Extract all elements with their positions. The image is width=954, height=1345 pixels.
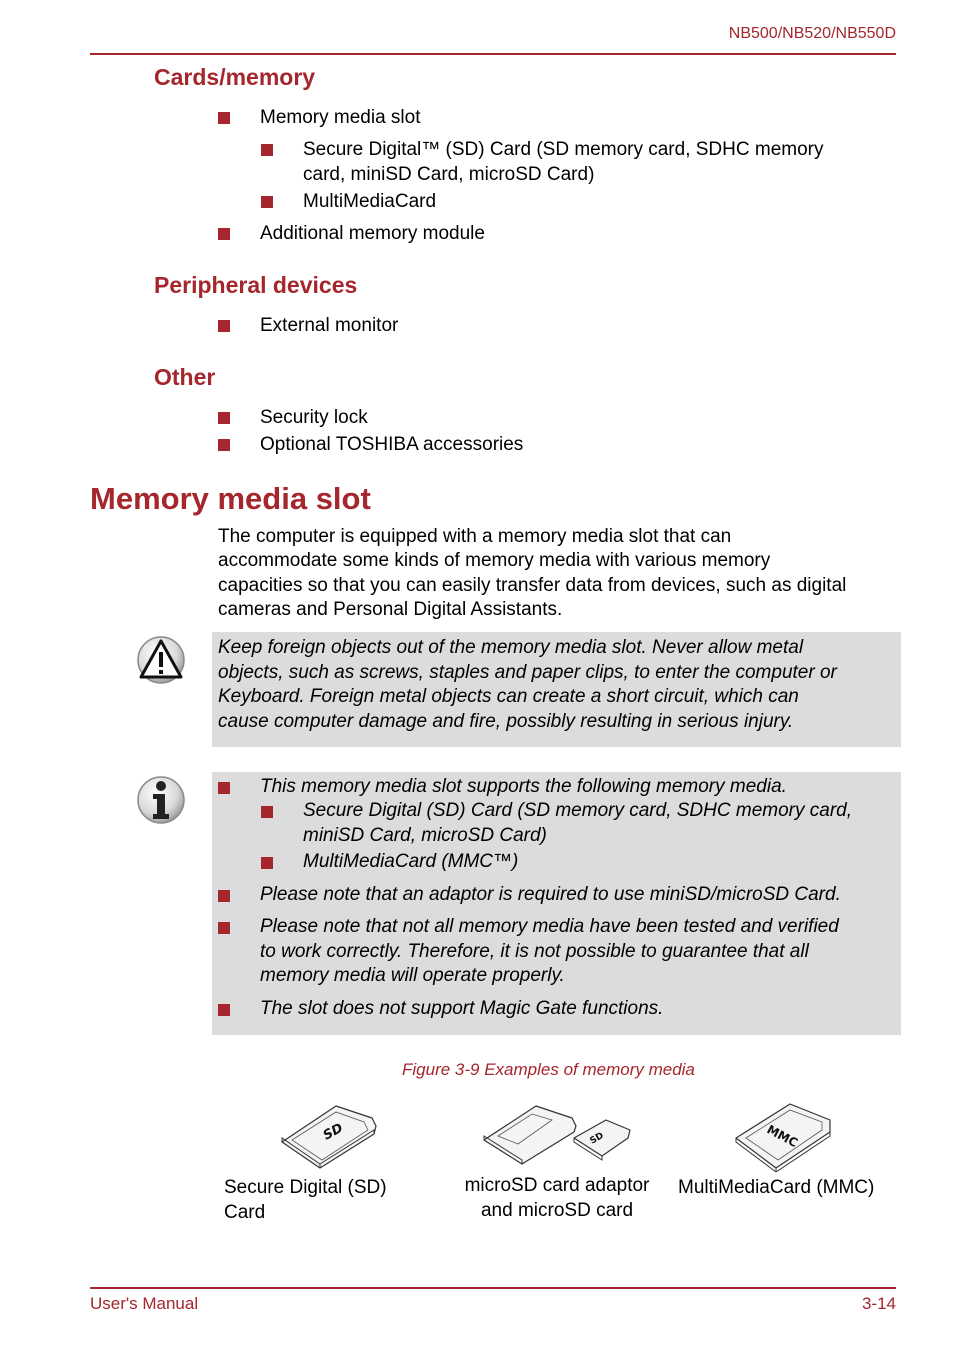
note-subitem-cont: miniSD Card, microSD Card) — [303, 825, 547, 846]
mmc-card-label: MultiMediaCard (MMC) — [678, 1177, 875, 1198]
footer-manual-title: User's Manual — [90, 1294, 199, 1313]
bullet-icon — [218, 439, 230, 451]
note-item: This memory media slot supports the following memory media. — [260, 776, 787, 797]
sd-logo: SD — [320, 1120, 346, 1144]
bullet-icon — [218, 228, 230, 240]
bullet-icon — [218, 320, 230, 332]
note-item: The slot does not support Magic Gate functions. — [260, 998, 664, 1019]
microsd-label-line: microSD card adaptor — [464, 1175, 650, 1196]
list-item: Security lock — [260, 407, 368, 428]
footer-page-number: 3-14 — [861, 1294, 896, 1313]
note-item-cont: to work correctly. Therefore, it is not possible to guarantee that all — [260, 941, 809, 962]
list-item: Additional memory module — [260, 223, 485, 244]
list-item: Secure Digital™ (SD) Card (SD memory card, SDHC memory — [303, 139, 824, 160]
header-rule — [90, 53, 896, 55]
note-subitem: MultiMediaCard (MMC™) — [303, 851, 519, 872]
footer-rule — [90, 1287, 896, 1289]
list-item: External monitor — [260, 315, 399, 336]
note-item: Please note that not all memory media have been tested and verified — [260, 916, 839, 937]
sd-card-label — [224, 1175, 387, 1225]
sd-label-line: Secure Digital (SD) — [224, 1177, 387, 1198]
sd-card-icon — [278, 1104, 382, 1175]
memory-media-slot-heading: Memory media slot — [90, 481, 371, 516]
bullet-icon — [261, 857, 273, 869]
info-icon — [136, 774, 186, 831]
microsd-logo: SD — [588, 1130, 606, 1147]
paragraph-line: accommodate some kinds of memory media with various memory — [218, 550, 771, 572]
note-item: Please note that an adaptor is required to use miniSD/microSD Card. — [260, 884, 841, 905]
sd-label-line: Card — [224, 1202, 266, 1223]
warning-line: objects, such as screws, staples and paper clips, to enter the computer or — [218, 661, 837, 683]
list-item: Memory media slot — [260, 107, 421, 128]
list-item: Optional TOSHIBA accessories — [260, 434, 524, 455]
mmc-card-icon — [732, 1102, 836, 1177]
bullet-icon — [218, 890, 230, 902]
cards-memory-heading: Cards/memory — [154, 64, 316, 90]
bullet-icon — [218, 782, 230, 794]
list-item: MultiMediaCard — [303, 191, 437, 212]
list-item-cont: card, miniSD Card, microSD Card) — [303, 164, 595, 185]
microsd-adaptor-icon — [480, 1104, 634, 1171]
paragraph-line: The computer is equipped with a memory media slot that can — [218, 526, 732, 547]
note-subitem: Secure Digital (SD) Card (SD memory card, SDHC memory card, — [303, 800, 853, 821]
note-item-cont: memory media will operate properly. — [260, 965, 565, 986]
figure-caption: Figure 3-9 Examples of memory media — [402, 1060, 695, 1079]
peripheral-devices-heading: Peripheral devices — [154, 272, 358, 298]
bullet-icon — [261, 144, 273, 156]
bullet-icon — [218, 1004, 230, 1016]
warning-line: Keyboard. Foreign metal objects can create a short circuit, which can — [218, 686, 799, 707]
warning-box — [212, 632, 901, 747]
paragraph-line: cameras and Personal Digital Assistants. — [218, 598, 563, 620]
microsd-label-line: and microSD card — [480, 1200, 634, 1221]
note-box — [212, 772, 901, 1035]
paragraph-line: capacities so that you can easily transfer data from devices, such as digital — [218, 574, 847, 596]
bullet-icon — [218, 112, 230, 124]
warning-line: Keep foreign objects out of the memory media slot. Never allow metal — [218, 637, 804, 658]
mmc-logo: MMC — [764, 1122, 801, 1151]
intro-paragraph — [218, 525, 898, 622]
warning-line: cause computer damage and fire, possibly resulting in serious injury. — [218, 710, 794, 732]
warning-icon — [136, 634, 186, 691]
microsd-card-label — [456, 1173, 658, 1223]
bullet-icon — [218, 922, 230, 934]
other-heading: Other — [154, 364, 216, 390]
header-model: NB500/NB520/NB550D — [728, 25, 896, 42]
bullet-icon — [261, 196, 273, 208]
bullet-icon — [218, 412, 230, 424]
bullet-icon — [261, 806, 273, 818]
